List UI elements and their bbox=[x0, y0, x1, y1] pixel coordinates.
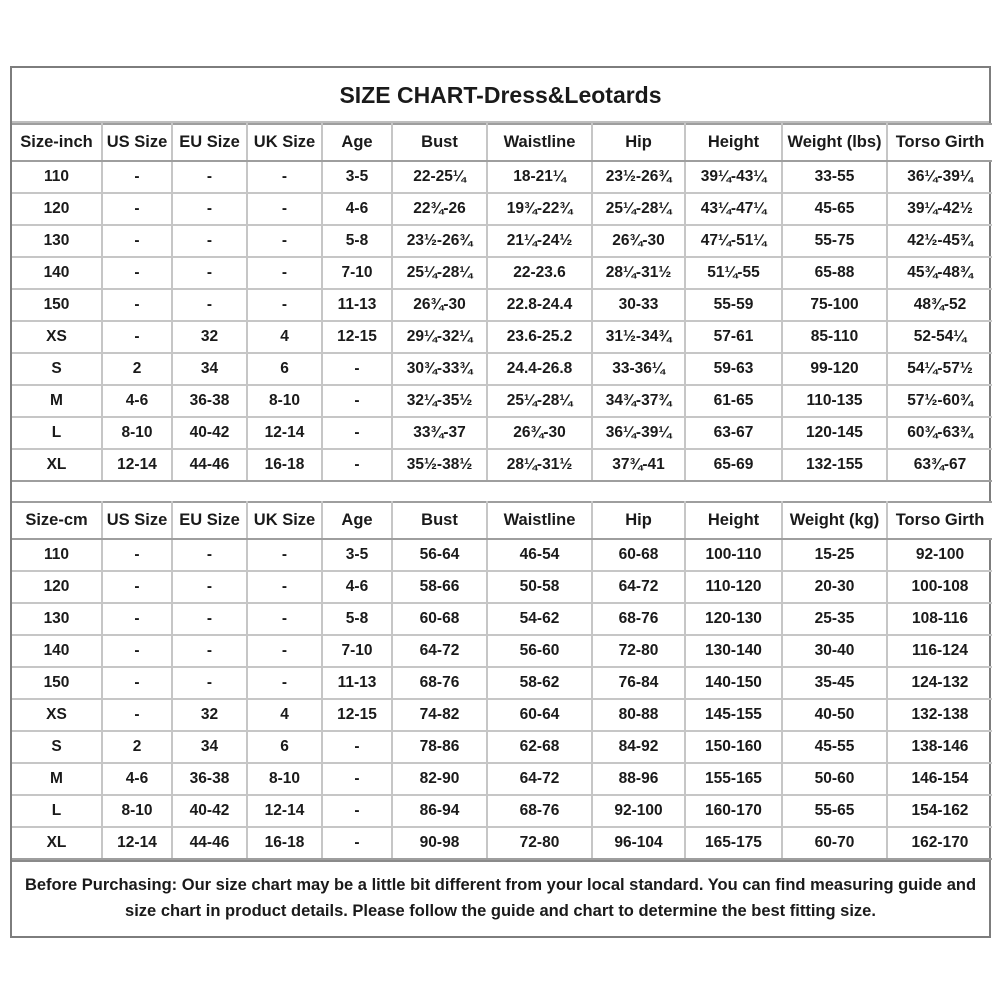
size-cell: 120-145 bbox=[782, 417, 887, 449]
column-header: Height bbox=[685, 502, 782, 539]
size-cell: 110-120 bbox=[685, 571, 782, 603]
header-row bbox=[12, 124, 992, 161]
size-cell: 85-110 bbox=[782, 321, 887, 353]
size-cell: - bbox=[102, 603, 172, 635]
size-cell: - bbox=[322, 731, 392, 763]
size-cell: 146-154 bbox=[887, 763, 992, 795]
size-cell: 12-14 bbox=[102, 827, 172, 859]
size-cell: 11-13 bbox=[322, 289, 392, 321]
size-cell: 92-100 bbox=[887, 539, 992, 571]
size-cell: 21¼-24½ bbox=[487, 225, 592, 257]
size-cell: 56-64 bbox=[392, 539, 487, 571]
table-row bbox=[12, 161, 992, 193]
size-cell: 72-80 bbox=[592, 635, 685, 667]
size-cell: 25¼-28¼ bbox=[392, 257, 487, 289]
size-cell: 55-65 bbox=[782, 795, 887, 827]
size-cell: 50-58 bbox=[487, 571, 592, 603]
size-cell: - bbox=[102, 257, 172, 289]
column-header: Size-cm bbox=[12, 502, 102, 539]
size-cell: - bbox=[247, 289, 322, 321]
size-cell: 120 bbox=[12, 571, 102, 603]
size-cell: 39¼-42½ bbox=[887, 193, 992, 225]
size-cell: 44-46 bbox=[172, 827, 247, 859]
size-cell: 61-65 bbox=[685, 385, 782, 417]
size-cell: 34 bbox=[172, 353, 247, 385]
size-cell: 55-59 bbox=[685, 289, 782, 321]
size-cell: 63-67 bbox=[685, 417, 782, 449]
size-cell: - bbox=[247, 193, 322, 225]
size-cell: 26¾-30 bbox=[392, 289, 487, 321]
size-cell: 30¾-33¾ bbox=[392, 353, 487, 385]
size-cell: - bbox=[322, 385, 392, 417]
size-cell: 68-76 bbox=[592, 603, 685, 635]
table-row bbox=[12, 257, 992, 289]
size-cell: 64-72 bbox=[592, 571, 685, 603]
size-cell: 3-5 bbox=[322, 161, 392, 193]
size-cell: 23½-26¾ bbox=[592, 161, 685, 193]
size-cell: 116-124 bbox=[887, 635, 992, 667]
size-cell: 7-10 bbox=[322, 257, 392, 289]
size-cell: 74-82 bbox=[392, 699, 487, 731]
size-cell: - bbox=[247, 225, 322, 257]
size-cell: 28¼-31½ bbox=[487, 449, 592, 481]
column-header: Weight (lbs) bbox=[782, 124, 887, 161]
column-header: Torso Girth bbox=[887, 124, 992, 161]
table-row bbox=[12, 603, 992, 635]
size-cell: 36¼-39¼ bbox=[592, 417, 685, 449]
size-cell: - bbox=[102, 225, 172, 257]
size-cell: 165-175 bbox=[685, 827, 782, 859]
size-chart-box bbox=[10, 66, 991, 938]
size-cell: L bbox=[12, 417, 102, 449]
size-cell: 34 bbox=[172, 731, 247, 763]
table-row bbox=[12, 321, 992, 353]
size-cell: - bbox=[102, 289, 172, 321]
size-cell: 82-90 bbox=[392, 763, 487, 795]
size-cell: 44-46 bbox=[172, 449, 247, 481]
column-header: US Size bbox=[102, 502, 172, 539]
size-cell: 108-116 bbox=[887, 603, 992, 635]
size-cell: 40-42 bbox=[172, 417, 247, 449]
column-header: Hip bbox=[592, 502, 685, 539]
size-cell: 42½-45¾ bbox=[887, 225, 992, 257]
size-cell: 65-88 bbox=[782, 257, 887, 289]
table-row bbox=[12, 731, 992, 763]
size-cell: 40-50 bbox=[782, 699, 887, 731]
size-cell: 80-88 bbox=[592, 699, 685, 731]
size-cell: 2 bbox=[102, 731, 172, 763]
size-cell: 18-21¼ bbox=[487, 161, 592, 193]
size-cell: XS bbox=[12, 321, 102, 353]
table-row bbox=[12, 449, 992, 481]
size-cell: 20-30 bbox=[782, 571, 887, 603]
size-cell: 12-14 bbox=[247, 417, 322, 449]
size-cell: 75-100 bbox=[782, 289, 887, 321]
size-cell: 130-140 bbox=[685, 635, 782, 667]
size-table-inch bbox=[12, 123, 992, 482]
size-cell: - bbox=[247, 603, 322, 635]
size-cell: 162-170 bbox=[887, 827, 992, 859]
size-cell: 39¼-43¼ bbox=[685, 161, 782, 193]
size-cell: 58-66 bbox=[392, 571, 487, 603]
size-cell: - bbox=[172, 193, 247, 225]
size-cell: - bbox=[102, 539, 172, 571]
size-cell: - bbox=[172, 257, 247, 289]
size-cell: 72-80 bbox=[487, 827, 592, 859]
table-row bbox=[12, 417, 992, 449]
size-cell: - bbox=[172, 289, 247, 321]
size-cell: 65-69 bbox=[685, 449, 782, 481]
size-cell: 46-54 bbox=[487, 539, 592, 571]
size-cell: 33-36¼ bbox=[592, 353, 685, 385]
size-cell: 6 bbox=[247, 353, 322, 385]
size-cell: 31½-34¾ bbox=[592, 321, 685, 353]
size-cell: 140 bbox=[12, 635, 102, 667]
size-cell: 76-84 bbox=[592, 667, 685, 699]
size-cell: 92-100 bbox=[592, 795, 685, 827]
size-cell: 4-6 bbox=[322, 571, 392, 603]
size-cell: 43¼-47¼ bbox=[685, 193, 782, 225]
size-cell: 150 bbox=[12, 289, 102, 321]
size-cell: - bbox=[102, 161, 172, 193]
column-header: Age bbox=[322, 502, 392, 539]
size-cell: 19¾-22¾ bbox=[487, 193, 592, 225]
size-cell: 100-110 bbox=[685, 539, 782, 571]
size-cell: 120 bbox=[12, 193, 102, 225]
size-cell: 155-165 bbox=[685, 763, 782, 795]
size-cell: XL bbox=[12, 449, 102, 481]
size-cell: - bbox=[322, 449, 392, 481]
size-cell: 23½-26¾ bbox=[392, 225, 487, 257]
size-cell: 37¾-41 bbox=[592, 449, 685, 481]
size-cell: 60-68 bbox=[592, 539, 685, 571]
size-cell: 25¼-28¼ bbox=[592, 193, 685, 225]
size-cell: 154-162 bbox=[887, 795, 992, 827]
size-cell: 23.6-25.2 bbox=[487, 321, 592, 353]
column-header: Height bbox=[685, 124, 782, 161]
size-cell: 84-92 bbox=[592, 731, 685, 763]
table-row bbox=[12, 353, 992, 385]
column-header: UK Size bbox=[247, 124, 322, 161]
table-gap bbox=[12, 482, 989, 501]
size-cell: 26¾-30 bbox=[487, 417, 592, 449]
size-cell: 55-75 bbox=[782, 225, 887, 257]
size-cell: M bbox=[12, 763, 102, 795]
size-cell: 59-63 bbox=[685, 353, 782, 385]
size-cell: 60-64 bbox=[487, 699, 592, 731]
size-cell: 45-65 bbox=[782, 193, 887, 225]
size-cell: 30-40 bbox=[782, 635, 887, 667]
table-row bbox=[12, 667, 992, 699]
size-table-cm bbox=[12, 501, 992, 860]
size-cell: 34¾-37¾ bbox=[592, 385, 685, 417]
size-cell: 11-13 bbox=[322, 667, 392, 699]
size-cell: 47¼-51¼ bbox=[685, 225, 782, 257]
size-cell: 22¾-26 bbox=[392, 193, 487, 225]
size-cell: 48¾-52 bbox=[887, 289, 992, 321]
size-cell: M bbox=[12, 385, 102, 417]
table-row bbox=[12, 827, 992, 859]
size-cell: 120-130 bbox=[685, 603, 782, 635]
size-cell: 99-120 bbox=[782, 353, 887, 385]
column-header: US Size bbox=[102, 124, 172, 161]
table-row bbox=[12, 193, 992, 225]
size-cell: 110 bbox=[12, 539, 102, 571]
size-cell: 16-18 bbox=[247, 449, 322, 481]
table-row bbox=[12, 763, 992, 795]
size-cell: - bbox=[102, 571, 172, 603]
column-header: UK Size bbox=[247, 502, 322, 539]
size-cell: 130 bbox=[12, 603, 102, 635]
size-cell: 28¼-31½ bbox=[592, 257, 685, 289]
size-cell: 30-33 bbox=[592, 289, 685, 321]
size-cell: 5-8 bbox=[322, 225, 392, 257]
column-header: EU Size bbox=[172, 502, 247, 539]
size-cell: - bbox=[247, 257, 322, 289]
column-header: Hip bbox=[592, 124, 685, 161]
column-header: Weight (kg) bbox=[782, 502, 887, 539]
size-cell: XS bbox=[12, 699, 102, 731]
size-cell: S bbox=[12, 353, 102, 385]
size-cell: 7-10 bbox=[322, 635, 392, 667]
column-header: Age bbox=[322, 124, 392, 161]
size-cell: 5-8 bbox=[322, 603, 392, 635]
table-row bbox=[12, 571, 992, 603]
size-cell: 132-138 bbox=[887, 699, 992, 731]
size-cell: 63¾-67 bbox=[887, 449, 992, 481]
size-cell: 35-45 bbox=[782, 667, 887, 699]
size-cell: 150 bbox=[12, 667, 102, 699]
size-cell: 140-150 bbox=[685, 667, 782, 699]
size-cell: 12-14 bbox=[247, 795, 322, 827]
header-row bbox=[12, 502, 992, 539]
size-cell: - bbox=[172, 571, 247, 603]
column-header: Size-inch bbox=[12, 124, 102, 161]
size-cell: 160-170 bbox=[685, 795, 782, 827]
column-header: Waistline bbox=[487, 124, 592, 161]
size-cell: 12-15 bbox=[322, 699, 392, 731]
size-cell: 124-132 bbox=[887, 667, 992, 699]
size-cell: 33¾-37 bbox=[392, 417, 487, 449]
size-cell: 68-76 bbox=[487, 795, 592, 827]
size-cell: 145-155 bbox=[685, 699, 782, 731]
size-cell: 60-68 bbox=[392, 603, 487, 635]
size-cell: 45-55 bbox=[782, 731, 887, 763]
size-cell: 64-72 bbox=[392, 635, 487, 667]
size-cell: 24.4-26.8 bbox=[487, 353, 592, 385]
size-cell: 4 bbox=[247, 321, 322, 353]
size-cell: 150-160 bbox=[685, 731, 782, 763]
size-cell: 52-54¼ bbox=[887, 321, 992, 353]
size-cell: 57-61 bbox=[685, 321, 782, 353]
size-cell: - bbox=[172, 161, 247, 193]
size-cell: - bbox=[102, 321, 172, 353]
size-cell: 36-38 bbox=[172, 385, 247, 417]
size-cell: 86-94 bbox=[392, 795, 487, 827]
size-cell: 45¾-48¾ bbox=[887, 257, 992, 289]
size-cell: 68-76 bbox=[392, 667, 487, 699]
size-cell: 54¼-57½ bbox=[887, 353, 992, 385]
size-cell: XL bbox=[12, 827, 102, 859]
size-cell: - bbox=[247, 571, 322, 603]
size-cell: - bbox=[102, 667, 172, 699]
column-header: Bust bbox=[392, 124, 487, 161]
size-cell: 4-6 bbox=[322, 193, 392, 225]
size-cell: - bbox=[322, 827, 392, 859]
size-cell: 64-72 bbox=[487, 763, 592, 795]
size-cell: 36-38 bbox=[172, 763, 247, 795]
size-cell: 130 bbox=[12, 225, 102, 257]
size-cell: 88-96 bbox=[592, 763, 685, 795]
size-cell: 33-55 bbox=[782, 161, 887, 193]
size-cell: - bbox=[322, 795, 392, 827]
table-row bbox=[12, 539, 992, 571]
size-cell: - bbox=[172, 539, 247, 571]
size-cell: 110 bbox=[12, 161, 102, 193]
size-cell: - bbox=[102, 635, 172, 667]
size-cell: 60-70 bbox=[782, 827, 887, 859]
size-cell: 138-146 bbox=[887, 731, 992, 763]
table-row bbox=[12, 289, 992, 321]
size-cell: - bbox=[102, 193, 172, 225]
size-cell: 58-62 bbox=[487, 667, 592, 699]
column-header: EU Size bbox=[172, 124, 247, 161]
size-cell: 2 bbox=[102, 353, 172, 385]
size-cell: - bbox=[322, 353, 392, 385]
size-cell: 96-104 bbox=[592, 827, 685, 859]
size-cell: - bbox=[172, 635, 247, 667]
size-cell: 6 bbox=[247, 731, 322, 763]
size-cell: 8-10 bbox=[247, 385, 322, 417]
size-cell: 22.8-24.4 bbox=[487, 289, 592, 321]
size-cell: 32¼-35½ bbox=[392, 385, 487, 417]
size-cell: 8-10 bbox=[102, 795, 172, 827]
size-cell: 32 bbox=[172, 321, 247, 353]
size-cell: S bbox=[12, 731, 102, 763]
size-cell: 56-60 bbox=[487, 635, 592, 667]
column-header: Waistline bbox=[487, 502, 592, 539]
size-cell: - bbox=[247, 161, 322, 193]
size-cell: 40-42 bbox=[172, 795, 247, 827]
size-cell: - bbox=[172, 603, 247, 635]
column-header: Bust bbox=[392, 502, 487, 539]
size-cell: 29¼-32¼ bbox=[392, 321, 487, 353]
table-row bbox=[12, 225, 992, 257]
size-cell: 140 bbox=[12, 257, 102, 289]
table-row bbox=[12, 635, 992, 667]
size-cell: 25-35 bbox=[782, 603, 887, 635]
size-cell: 57½-60¾ bbox=[887, 385, 992, 417]
size-cell: 90-98 bbox=[392, 827, 487, 859]
size-cell: - bbox=[322, 763, 392, 795]
size-cell: 4-6 bbox=[102, 763, 172, 795]
size-cell: 32 bbox=[172, 699, 247, 731]
purchase-note: Before Purchasing: Our size chart may be a little bit different from your local standard. You can find measuring guide and size chart in product details. Please follow the guide and chart to determine the best fitting size. bbox=[12, 860, 989, 936]
size-cell: 25¼-28¼ bbox=[487, 385, 592, 417]
size-cell: - bbox=[102, 699, 172, 731]
size-cell: 4 bbox=[247, 699, 322, 731]
size-cell: 35½-38½ bbox=[392, 449, 487, 481]
size-cell: 78-86 bbox=[392, 731, 487, 763]
size-cell: - bbox=[247, 539, 322, 571]
size-cell: - bbox=[247, 635, 322, 667]
table-row bbox=[12, 795, 992, 827]
size-cell: 16-18 bbox=[247, 827, 322, 859]
size-cell: 62-68 bbox=[487, 731, 592, 763]
size-cell: 60¾-63¾ bbox=[887, 417, 992, 449]
size-cell: 54-62 bbox=[487, 603, 592, 635]
size-cell: 50-60 bbox=[782, 763, 887, 795]
size-cell: 3-5 bbox=[322, 539, 392, 571]
size-cell: - bbox=[322, 417, 392, 449]
size-cell: 15-25 bbox=[782, 539, 887, 571]
size-cell: 100-108 bbox=[887, 571, 992, 603]
size-cell: 22-23.6 bbox=[487, 257, 592, 289]
size-cell: 12-14 bbox=[102, 449, 172, 481]
size-cell: - bbox=[172, 225, 247, 257]
column-header: Torso Girth bbox=[887, 502, 992, 539]
size-cell: 132-155 bbox=[782, 449, 887, 481]
size-cell: 8-10 bbox=[102, 417, 172, 449]
table-row bbox=[12, 699, 992, 731]
size-cell: 8-10 bbox=[247, 763, 322, 795]
size-cell: L bbox=[12, 795, 102, 827]
size-cell: 36¼-39¼ bbox=[887, 161, 992, 193]
size-cell: 51¼-55 bbox=[685, 257, 782, 289]
size-cell: - bbox=[247, 667, 322, 699]
size-cell: 4-6 bbox=[102, 385, 172, 417]
size-cell: 12-15 bbox=[322, 321, 392, 353]
size-cell: - bbox=[172, 667, 247, 699]
size-cell: 26¾-30 bbox=[592, 225, 685, 257]
size-cell: 22-25¼ bbox=[392, 161, 487, 193]
chart-title: SIZE CHART-Dress&Leotards bbox=[12, 68, 989, 123]
size-cell: 110-135 bbox=[782, 385, 887, 417]
table-row bbox=[12, 385, 992, 417]
